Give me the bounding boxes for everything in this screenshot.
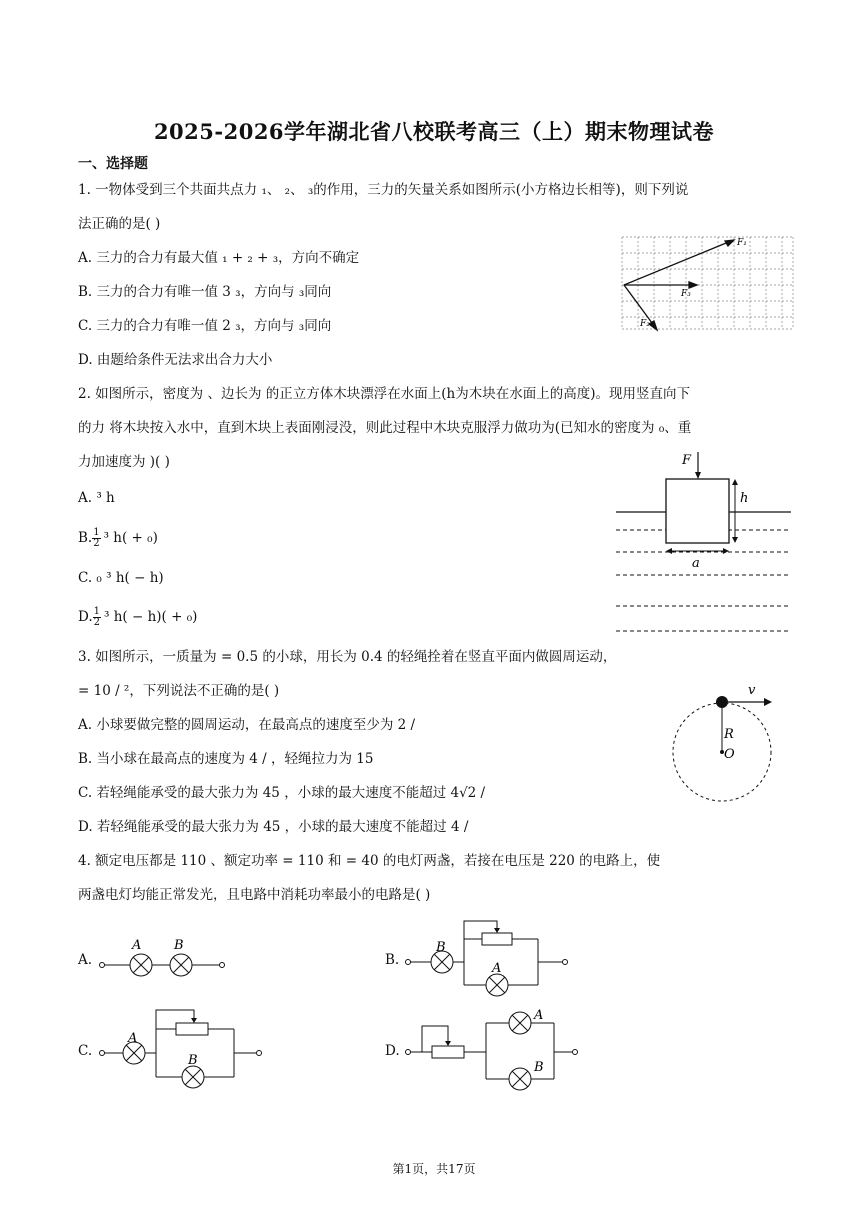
q3-circular-motion-figure [668,680,778,805]
fraction-denominator: 2 [93,617,101,628]
q1-option-b: B. 三力的合力有唯一值 3 ₃，方向与 ₃同向 [78,284,332,300]
circuit-c-label: C. [78,1043,93,1059]
lamp-b-label: B [436,940,446,955]
q3-stem-line2: = 10 / ²，下列说法不正确的是( ) [78,683,280,699]
terminal [100,1051,105,1056]
force-arrowhead [695,472,701,479]
fraction-numerator: 1 [93,527,100,538]
q2-option-a: A. ³ h [78,490,115,506]
q1-stem-line2: 法正确的是( ) [78,216,161,232]
velocity-arrowhead [764,698,772,706]
dimension-arrowhead [723,548,729,554]
q2-option-d [78,607,197,628]
circuit-d-figure [402,1005,582,1100]
dimension-arrowhead [732,479,738,485]
q4-stem-line1: 4. 额定电压都是 110 、额定功率 = 110 和 = 40 的电灯两盏，若接在电压是 220 的电路上，使 [78,853,661,869]
terminal [220,963,225,968]
lamp-a-label: A [492,961,502,976]
slider-arrow [445,1041,451,1046]
width-label: a [692,556,700,571]
lamp-a-label: A [132,938,142,953]
terminal [100,963,105,968]
rheostat [432,1046,464,1058]
one-half-fraction [93,607,101,628]
dimension-arrowhead [666,548,672,554]
fraction-denominator: 2 [93,538,100,549]
lamp-a-symbol [509,1012,531,1034]
one-half-fraction [92,528,100,549]
terminal [257,1051,262,1056]
q1-option-c: C. 三力的合力有唯一值 2 ₃，方向与 ₃同向 [78,318,332,334]
q2-stem-line2: 的力 将木块按入水中，直到木块上表面刚浸没，则此过程中木块克服浮力做功为(已知水的密度为 ₀、重 [78,420,692,436]
center-label: O [724,747,735,762]
circuit-a-figure [96,932,231,982]
q3-option-a: A. 小球要做完整的圆周运动，在最高点的速度至少为 2 / [78,717,416,733]
q3-option-d: D. 若轻绳能承受的最大张力为 45 ，小球的最大速度不能超过 4 / [78,819,469,835]
q3-option-c: C. 若轻绳能承受的最大张力为 45 ，小球的最大速度不能超过 4√2 / [78,785,486,801]
rheostat [176,1023,208,1035]
circuit-b-figure [402,915,574,1000]
fraction-numerator: 1 [93,606,101,617]
q4-stem-line2: 两盏电灯均能正常发光，且电路中消耗功率最小的电路是( ) [78,887,431,903]
terminal [573,1050,578,1055]
height-label: h [740,491,749,506]
rheostat [482,933,512,945]
q1-option-d: D. 由题给条件无法求出合力大小 [78,352,273,368]
option-text: ³ h( − h)( + ₀) [104,609,198,625]
lamp-b-label: B [188,1053,198,1068]
option-text: ³ h( + ₀) [103,530,158,546]
q1-force-vector-figure [619,234,796,332]
circuit-b-label: B. [385,952,400,968]
lamp-a-label: A [128,1031,138,1046]
q2-stem-line1: 2. 如图所示，密度为 、边长为 的正立方体木块漂浮在水面上(h为木块在水面上的高度)。现用竖直向下 [78,386,690,402]
f1-label: F₁ [737,238,747,248]
q3-stem-line1: 3. 如图所示，一质量为 = 0.5 的小球，用长为 0.4 的轻绳拴着在竖直平面内做圆周运动， [78,649,617,665]
q2-floating-block-figure [616,446,794,636]
page-title: 2025-2026学年湖北省八校联考高三（上）期末物理试卷 [153,119,715,144]
lamp-b-symbol [182,1066,204,1088]
q2-option-b [78,528,158,549]
force-label: F [682,453,692,468]
lamp-b-label: B [174,938,184,953]
f2-arrowhead [649,321,657,330]
q1-stem-line1: 1. 一物体受到三个共面共点力 ₁、 ₂、 ₃的作用，三力的矢量关系如图所示(小方格边长相等)，则下列说 [78,182,689,198]
q1-option-a: A. 三力的合力有最大值 ₁ + ₂ + ₃，方向不确定 [78,250,360,266]
wooden-block [666,479,729,543]
f3-arrowhead [689,282,697,288]
q2-option-c: C. ₀ ³ h( − h) [78,570,164,586]
velocity-label: v [748,683,756,698]
circuit-c-figure [96,1005,268,1090]
radius-label: R [724,727,734,742]
page-footer: 第1页，共17页 [392,1162,476,1176]
circuit-d-label: D. [385,1043,400,1059]
lamp-a-symbol [486,974,508,996]
slider-arrow [494,928,500,933]
terminal [406,960,411,965]
terminal [406,1050,411,1055]
lamp-b-symbol [170,954,192,976]
slider-arrow [191,1018,197,1023]
option-label: B. [78,530,93,546]
q2-stem-line3: 力加速度为 )( ) [78,454,170,470]
dimension-arrowhead [732,537,738,543]
lamp-a-symbol [130,954,152,976]
f1-arrowhead [725,240,734,246]
ball [716,696,728,708]
terminal [563,960,568,965]
lamp-a-label: A [534,1008,544,1023]
section-heading: 一、选择题 [78,156,148,172]
f3-label: F₃ [681,289,691,299]
circuit-a-label: A. [78,952,93,968]
q3-option-b: B. 当小球在最高点的速度为 4 / ，轻绳拉力为 15 [78,751,374,767]
option-label: D. [78,609,93,625]
f1-vector [624,241,731,285]
lamp-b-label: B [534,1060,544,1075]
f2-label: F₂ [640,319,650,329]
lamp-b-symbol [509,1068,531,1090]
